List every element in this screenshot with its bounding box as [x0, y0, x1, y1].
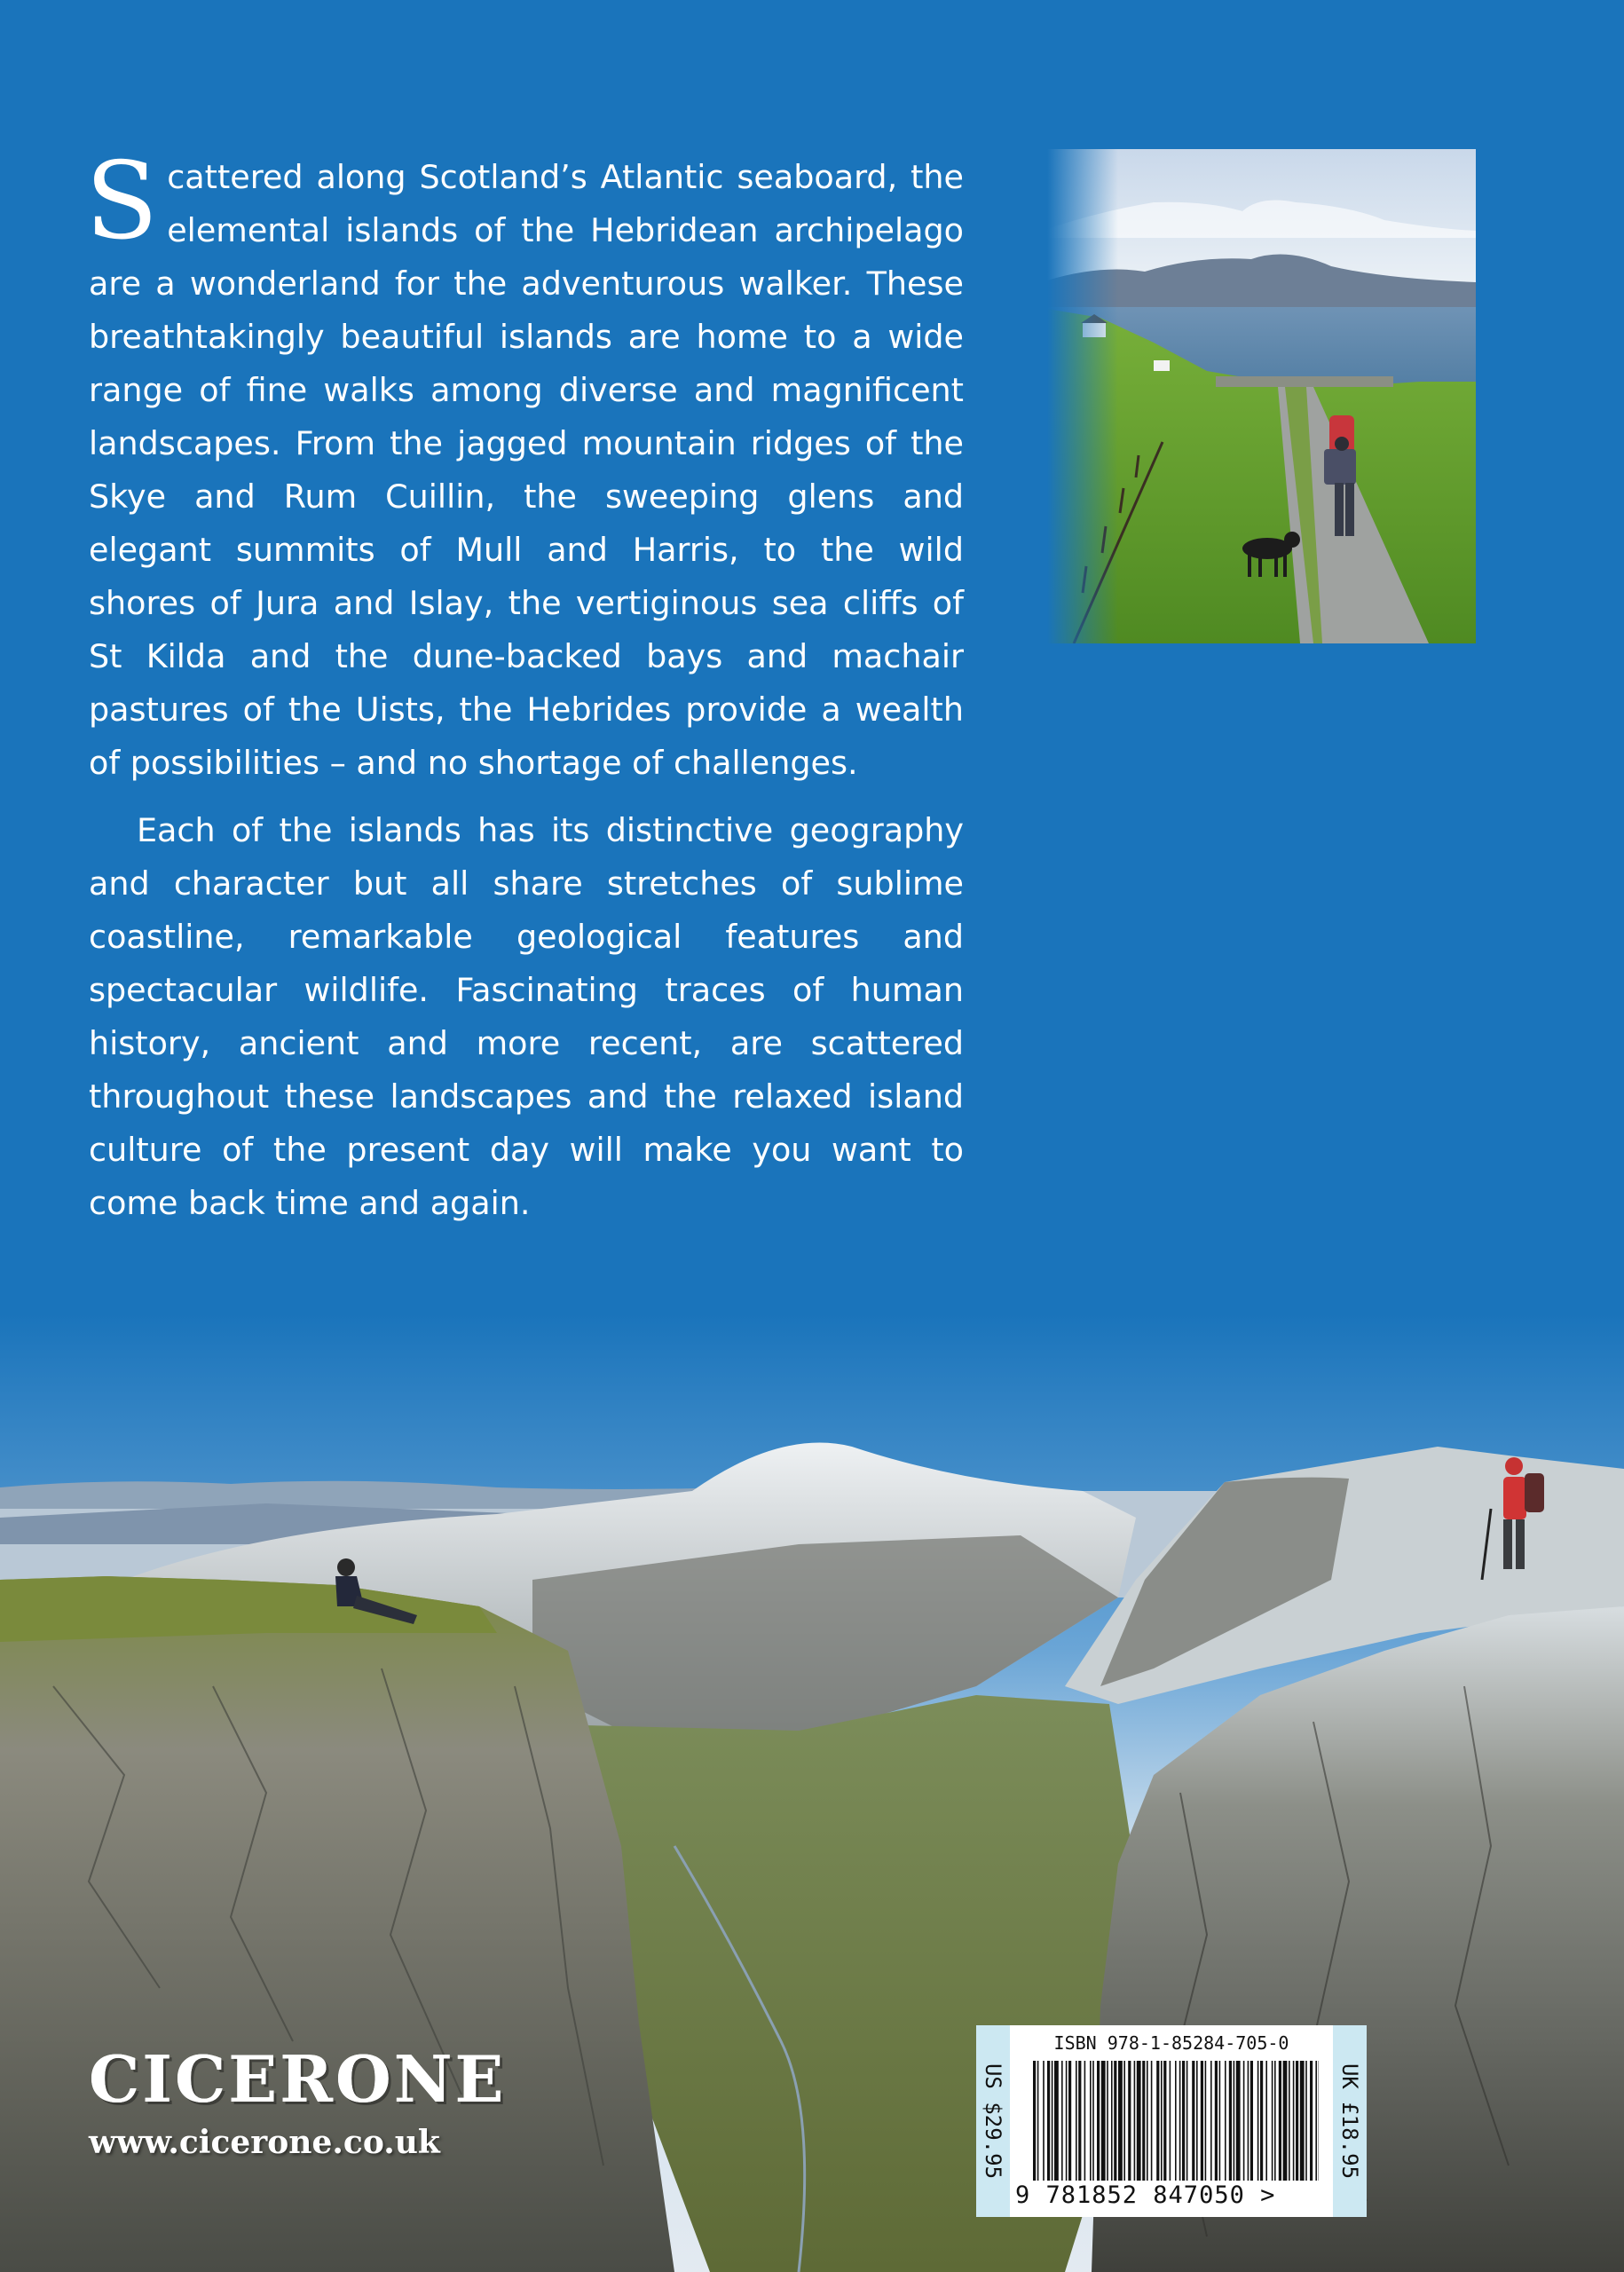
price-us: US $29.95 — [981, 2063, 1005, 2180]
barcode-bar — [1234, 2061, 1235, 2181]
barcode-bar — [1300, 2061, 1305, 2181]
inset-photo — [1047, 149, 1476, 643]
barcode-bar — [1043, 2061, 1045, 2181]
barcode-bar — [1107, 2061, 1108, 2181]
price-uk-panel — [1333, 2025, 1367, 2217]
barcode-bar — [1229, 2061, 1232, 2181]
drop-cap: S — [85, 140, 159, 264]
barcode-bar — [1033, 2061, 1036, 2181]
barcode-bar — [1123, 2061, 1125, 2181]
paragraph-1-text: cattered along Scotland’s Atlantic seaboard, the elemental islands of the Hebridean archipelago are a wonderland for the adventurous walker. These breathtakingly beautiful islands are home to a wide range of fine walks among diverse and magnificent landscapes. From the jagged mountain ridges of the Skye and Rum Cuillin, the sweeping glens and elegant summits of Mull and Harris, to the wild shores of Jura and Islay, the vertiginous sea cliffs of St Kilda and the dune-backed bays and machair pastures of the Uists, the Hebrides provide a wealth of possibilities – and no shortage of challenges. — [89, 158, 964, 782]
barcode-bar — [1134, 2061, 1136, 2181]
barcode-bar — [1170, 2061, 1171, 2181]
barcode-bar — [1052, 2061, 1053, 2181]
barcode-bar — [1293, 2061, 1295, 2181]
barcode-bar — [1192, 2061, 1194, 2181]
barcode-bar — [1257, 2061, 1259, 2181]
cover-description — [85, 140, 964, 1230]
barcode-bar — [1260, 2061, 1263, 2181]
isbn-label: ISBN 978-1-85284-705-0 — [1053, 2032, 1289, 2054]
barcode-bar — [1182, 2061, 1185, 2181]
barcode-bar — [1111, 2061, 1113, 2181]
barcode-bar — [1161, 2061, 1163, 2181]
barcode-bar — [1210, 2061, 1212, 2181]
barcode-bar — [1274, 2061, 1276, 2181]
barcode-bar — [1283, 2061, 1288, 2181]
description-paragraph-2: Each of the islands has its distinctive geography and character but all share stretches of sublime coastline, remarkable geological features and spectacular wildlife. Fascinating traces of human history, ancient and more recent, are scattered throughout these landscapes and the relaxed island culture of the present day will make you want to come back time and again. — [89, 811, 964, 1222]
barcode-bar — [1279, 2061, 1281, 2181]
barcode-bar — [1175, 2061, 1177, 2181]
barcode-bar — [1243, 2061, 1245, 2181]
barcode-bar — [1265, 2061, 1267, 2181]
barcode-bar — [1078, 2061, 1081, 2181]
barcode-bar — [1092, 2061, 1094, 2181]
inset-fade — [1047, 149, 1118, 643]
barcode-bar — [1118, 2061, 1123, 2181]
barcode-bar — [1097, 2061, 1100, 2181]
publisher-url[interactable]: www.cicerone.co.uk — [89, 2124, 440, 2161]
barcode-bar — [1037, 2061, 1039, 2181]
barcode-bar — [1250, 2061, 1253, 2181]
barcode-bar — [1147, 2061, 1148, 2181]
barcode-bar — [1201, 2061, 1203, 2181]
barcode-bar — [1296, 2061, 1298, 2181]
barcode-bar — [1163, 2061, 1166, 2181]
barcode-bar — [1156, 2061, 1159, 2181]
barcode-bar — [1142, 2061, 1145, 2181]
barcode-bar — [1090, 2061, 1092, 2181]
barcode-bar — [1066, 2061, 1068, 2181]
barcode-bar — [1186, 2061, 1188, 2181]
barcode-bars — [1033, 2061, 1319, 2181]
barcode-bar — [1076, 2061, 1077, 2181]
barcode-bar — [1151, 2061, 1153, 2181]
barcode-bar — [1225, 2061, 1226, 2181]
barcode-bar — [1114, 2061, 1116, 2181]
barcode-bar — [1047, 2061, 1050, 2181]
barcode-bar — [1068, 2061, 1071, 2181]
barcode-bar — [1305, 2061, 1307, 2181]
description-paragraph-1 — [85, 140, 964, 790]
barcode-bar — [1215, 2061, 1218, 2181]
barcode-bar — [1315, 2061, 1317, 2181]
barcode-box — [976, 2025, 1367, 2217]
barcode-bar — [1248, 2061, 1250, 2181]
barcode-bar — [1084, 2061, 1086, 2181]
barcode-bar — [1236, 2061, 1241, 2181]
publisher-logo: CICERONE — [89, 2041, 507, 2117]
barcode-bar — [1128, 2061, 1131, 2181]
price-uk: UK £18.95 — [1337, 2063, 1362, 2180]
barcode-bar — [1179, 2061, 1181, 2181]
price-us-panel — [976, 2025, 1010, 2217]
barcode-bar — [1205, 2061, 1207, 2181]
barcode-bar — [1054, 2061, 1059, 2181]
barcode-bar — [1196, 2061, 1198, 2181]
barcode-bar — [1310, 2061, 1313, 2181]
barcode-bar — [1061, 2061, 1063, 2181]
barcode-bar — [1137, 2061, 1141, 2181]
barcode-bar — [1101, 2061, 1106, 2181]
ean-digits: 9 781852 847050 > — [1015, 2181, 1276, 2209]
barcode-bar — [1219, 2061, 1221, 2181]
barcode-bar — [1289, 2061, 1290, 2181]
barcode-bar — [1272, 2061, 1273, 2181]
